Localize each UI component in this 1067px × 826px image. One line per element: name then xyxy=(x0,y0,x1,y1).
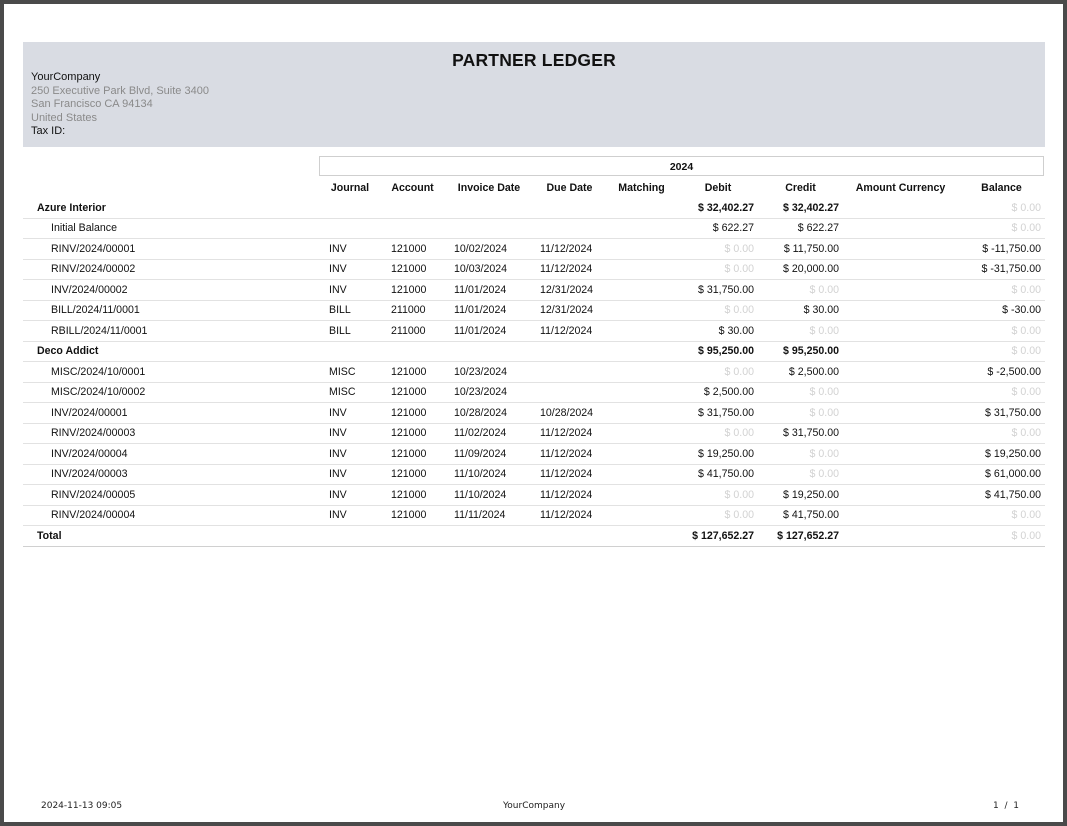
ledger-body xyxy=(23,198,1045,546)
cell-account: 121000 xyxy=(381,423,444,444)
cell-amount-currency xyxy=(843,362,958,383)
cell-invoice-date: 10/23/2024 xyxy=(444,362,534,383)
cell-matching xyxy=(605,526,678,547)
cell-journal xyxy=(319,198,381,218)
ledger-table xyxy=(23,178,1045,547)
cell-credit: $ 0.00 xyxy=(758,321,843,342)
cell-due-date: 11/12/2024 xyxy=(534,321,605,342)
cell-credit: $ 0.00 xyxy=(758,382,843,403)
cell-credit: $ 2,500.00 xyxy=(758,362,843,383)
cell-amount-currency xyxy=(843,239,958,260)
ledger-line-row xyxy=(23,382,1045,403)
cell-credit: $ 95,250.00 xyxy=(758,341,843,362)
cell-due-date xyxy=(534,526,605,547)
cell-journal: INV xyxy=(319,444,381,465)
company-address-line1: 250 Executive Park Blvd, Suite 3400 xyxy=(31,84,209,97)
ledger-line-row xyxy=(23,239,1045,260)
cell-balance: $ 19,250.00 xyxy=(958,444,1045,465)
header-due-date: Due Date xyxy=(546,182,593,194)
ledger-line-row xyxy=(23,403,1045,424)
company-tax-id: Tax ID: xyxy=(31,125,66,138)
cell-invoice-date xyxy=(444,341,534,362)
cell-journal: INV xyxy=(319,464,381,485)
cell-journal xyxy=(319,341,381,362)
cell-journal: INV xyxy=(319,239,381,260)
cell-due-date xyxy=(534,341,605,362)
cell-debit: $ 0.00 xyxy=(678,505,758,526)
cell-invoice-date: 11/10/2024 xyxy=(444,485,534,506)
cell-invoice-date: 10/02/2024 xyxy=(444,239,534,260)
cell-account: 121000 xyxy=(381,382,444,403)
cell-journal: BILL xyxy=(319,300,381,321)
cell-journal: INV xyxy=(319,403,381,424)
cell-journal: INV xyxy=(319,259,381,280)
cell-amount-currency xyxy=(843,321,958,342)
cell-journal: MISC xyxy=(319,382,381,403)
header-credit: Credit xyxy=(785,182,816,194)
cell-balance: $ -2,500.00 xyxy=(958,362,1045,383)
cell-account: 121000 xyxy=(381,259,444,280)
cell-balance: $ -30.00 xyxy=(958,300,1045,321)
ledger-line-row xyxy=(23,485,1045,506)
cell-account: 121000 xyxy=(381,280,444,301)
cell-matching xyxy=(605,403,678,424)
cell-account xyxy=(381,218,444,239)
header-amount-currency: Amount Currency xyxy=(855,182,946,194)
cell-balance: $ 0.00 xyxy=(958,341,1045,362)
cell-matching xyxy=(605,444,678,465)
cell-credit: $ 0.00 xyxy=(758,444,843,465)
cell-credit: $ 0.00 xyxy=(758,280,843,301)
cell-name: RINV/2024/00002 xyxy=(23,259,319,280)
cell-name: INV/2024/00002 xyxy=(23,280,319,301)
cell-due-date xyxy=(534,382,605,403)
cell-account: 121000 xyxy=(381,464,444,485)
cell-amount-currency xyxy=(843,382,958,403)
cell-invoice-date xyxy=(444,218,534,239)
cell-balance: $ 0.00 xyxy=(958,218,1045,239)
cell-amount-currency xyxy=(843,198,958,218)
cell-balance: $ 61,000.00 xyxy=(958,464,1045,485)
cell-invoice-date: 11/01/2024 xyxy=(444,300,534,321)
cell-debit: $ 622.27 xyxy=(678,218,758,239)
company-name: YourCompany xyxy=(31,71,101,83)
partner-row xyxy=(23,341,1045,362)
cell-account: 121000 xyxy=(381,362,444,383)
footer-page-separator: / xyxy=(1004,801,1008,811)
cell-amount-currency xyxy=(843,403,958,424)
header-matching: Matching xyxy=(618,182,665,194)
header-journal: Journal xyxy=(330,182,370,194)
cell-journal: INV xyxy=(319,280,381,301)
cell-matching xyxy=(605,259,678,280)
cell-due-date: 11/12/2024 xyxy=(534,444,605,465)
cell-balance: $ 0.00 xyxy=(958,423,1045,444)
header-invoice-date: Invoice Date xyxy=(457,182,521,194)
cell-name: INV/2024/00001 xyxy=(23,403,319,424)
header-debit: Debit xyxy=(704,182,732,194)
cell-debit: $ 127,652.27 xyxy=(678,526,758,547)
cell-name: BILL/2024/11/0001 xyxy=(23,300,319,321)
header-partner xyxy=(23,178,319,198)
cell-due-date: 12/31/2024 xyxy=(534,280,605,301)
cell-amount-currency xyxy=(843,505,958,526)
cell-name: MISC/2024/10/0001 xyxy=(23,362,319,383)
cell-account: 121000 xyxy=(381,239,444,260)
cell-amount-currency xyxy=(843,218,958,239)
cell-debit: $ 32,402.27 xyxy=(678,198,758,218)
cell-account: 211000 xyxy=(381,300,444,321)
cell-matching xyxy=(605,485,678,506)
cell-name: RBILL/2024/11/0001 xyxy=(23,321,319,342)
cell-due-date: 12/31/2024 xyxy=(534,300,605,321)
cell-balance: $ -11,750.00 xyxy=(958,239,1045,260)
report-page xyxy=(4,4,1063,822)
cell-balance: $ 41,750.00 xyxy=(958,485,1045,506)
cell-matching xyxy=(605,198,678,218)
cell-journal xyxy=(319,218,381,239)
cell-credit: $ 0.00 xyxy=(758,464,843,485)
cell-journal: INV xyxy=(319,505,381,526)
partner-row xyxy=(23,198,1045,218)
cell-journal xyxy=(319,526,381,547)
footer-page-current: 1 xyxy=(993,801,999,811)
footer-page-number xyxy=(993,801,1019,811)
cell-debit: $ 0.00 xyxy=(678,259,758,280)
cell-credit: $ 19,250.00 xyxy=(758,485,843,506)
cell-invoice-date xyxy=(444,526,534,547)
cell-amount-currency xyxy=(843,526,958,547)
cell-matching xyxy=(605,300,678,321)
cell-name: MISC/2024/10/0002 xyxy=(23,382,319,403)
ledger-line-row xyxy=(23,444,1045,465)
year-header: 2024 xyxy=(319,156,1044,176)
cell-balance: $ 0.00 xyxy=(958,280,1045,301)
cell-invoice-date: 11/02/2024 xyxy=(444,423,534,444)
cell-matching xyxy=(605,464,678,485)
cell-debit: $ 0.00 xyxy=(678,362,758,383)
cell-account: 121000 xyxy=(381,505,444,526)
cell-invoice-date: 10/28/2024 xyxy=(444,403,534,424)
cell-invoice-date: 11/01/2024 xyxy=(444,321,534,342)
cell-name: Total xyxy=(23,526,319,547)
cell-debit: $ 0.00 xyxy=(678,485,758,506)
cell-matching xyxy=(605,341,678,362)
cell-credit: $ 31,750.00 xyxy=(758,423,843,444)
cell-balance: $ -31,750.00 xyxy=(958,259,1045,280)
ledger-line-row xyxy=(23,300,1045,321)
report-title: PARTNER LEDGER xyxy=(452,50,616,70)
cell-debit: $ 41,750.00 xyxy=(678,464,758,485)
cell-amount-currency xyxy=(843,300,958,321)
cell-debit: $ 95,250.00 xyxy=(678,341,758,362)
cell-name: RINV/2024/00004 xyxy=(23,505,319,526)
header-balance: Balance xyxy=(981,182,1022,194)
cell-journal: BILL xyxy=(319,321,381,342)
ledger-line-row xyxy=(23,423,1045,444)
cell-matching xyxy=(605,280,678,301)
cell-amount-currency xyxy=(843,341,958,362)
total-row xyxy=(23,526,1045,547)
cell-matching xyxy=(605,218,678,239)
cell-name: Initial Balance xyxy=(23,218,319,239)
cell-matching xyxy=(605,321,678,342)
cell-due-date: 11/12/2024 xyxy=(534,464,605,485)
ledger-line-row xyxy=(23,280,1045,301)
cell-invoice-date: 11/10/2024 xyxy=(444,464,534,485)
header-account: Account xyxy=(391,182,434,194)
cell-name: Azure Interior xyxy=(23,198,319,218)
cell-matching xyxy=(605,239,678,260)
ledger-line-row xyxy=(23,259,1045,280)
cell-amount-currency xyxy=(843,280,958,301)
cell-credit: $ 11,750.00 xyxy=(758,239,843,260)
cell-journal: MISC xyxy=(319,362,381,383)
cell-name: RINV/2024/00003 xyxy=(23,423,319,444)
company-block xyxy=(31,71,209,139)
ledger-line-row xyxy=(23,505,1045,526)
cell-amount-currency xyxy=(843,464,958,485)
cell-due-date: 11/12/2024 xyxy=(534,239,605,260)
footer-company: YourCompany xyxy=(503,801,566,811)
cell-account: 211000 xyxy=(381,321,444,342)
cell-amount-currency xyxy=(843,444,958,465)
cell-name: INV/2024/00003 xyxy=(23,464,319,485)
cell-debit: $ 0.00 xyxy=(678,423,758,444)
cell-credit: $ 127,652.27 xyxy=(758,526,843,547)
cell-account: 121000 xyxy=(381,485,444,506)
cell-amount-currency xyxy=(843,259,958,280)
cell-due-date: 10/28/2024 xyxy=(534,403,605,424)
cell-account: 121000 xyxy=(381,403,444,424)
cell-matching xyxy=(605,362,678,383)
cell-journal: INV xyxy=(319,485,381,506)
report-header xyxy=(23,42,1045,147)
cell-debit: $ 0.00 xyxy=(678,300,758,321)
cell-balance: $ 0.00 xyxy=(958,526,1045,547)
cell-credit: $ 622.27 xyxy=(758,218,843,239)
cell-name: INV/2024/00004 xyxy=(23,444,319,465)
cell-credit: $ 0.00 xyxy=(758,403,843,424)
ledger-line-row xyxy=(23,218,1045,239)
cell-amount-currency xyxy=(843,423,958,444)
cell-balance: $ 0.00 xyxy=(958,198,1045,218)
cell-invoice-date xyxy=(444,198,534,218)
cell-name: Deco Addict xyxy=(23,341,319,362)
cell-matching xyxy=(605,382,678,403)
cell-matching xyxy=(605,423,678,444)
cell-debit: $ 31,750.00 xyxy=(678,280,758,301)
cell-invoice-date: 11/01/2024 xyxy=(444,280,534,301)
cell-balance: $ 31,750.00 xyxy=(958,403,1045,424)
cell-due-date: 11/12/2024 xyxy=(534,485,605,506)
cell-name: RINV/2024/00001 xyxy=(23,239,319,260)
cell-invoice-date: 10/23/2024 xyxy=(444,382,534,403)
ledger-line-row xyxy=(23,464,1045,485)
cell-account xyxy=(381,198,444,218)
cell-account xyxy=(381,341,444,362)
cell-balance: $ 0.00 xyxy=(958,321,1045,342)
cell-debit: $ 19,250.00 xyxy=(678,444,758,465)
footer-timestamp: 2024-11-13 09:05 xyxy=(41,801,123,811)
cell-balance: $ 0.00 xyxy=(958,382,1045,403)
cell-amount-currency xyxy=(843,485,958,506)
company-address-line2: San Francisco CA 94134 xyxy=(31,98,153,111)
cell-credit: $ 41,750.00 xyxy=(758,505,843,526)
cell-name: RINV/2024/00005 xyxy=(23,485,319,506)
cell-invoice-date: 10/03/2024 xyxy=(444,259,534,280)
cell-credit: $ 32,402.27 xyxy=(758,198,843,218)
cell-debit: $ 30.00 xyxy=(678,321,758,342)
ledger-line-row xyxy=(23,362,1045,383)
cell-due-date xyxy=(534,218,605,239)
cell-account: 121000 xyxy=(381,444,444,465)
cell-debit: $ 31,750.00 xyxy=(678,403,758,424)
cell-due-date xyxy=(534,362,605,383)
cell-due-date: 11/12/2024 xyxy=(534,505,605,526)
ledger-line-row xyxy=(23,321,1045,342)
footer-page-total: 1 xyxy=(1013,801,1019,811)
cell-due-date xyxy=(534,198,605,218)
cell-matching xyxy=(605,505,678,526)
ledger-header-row xyxy=(23,178,1045,198)
cell-due-date: 11/12/2024 xyxy=(534,259,605,280)
cell-invoice-date: 11/09/2024 xyxy=(444,444,534,465)
cell-balance: $ 0.00 xyxy=(958,505,1045,526)
cell-credit: $ 20,000.00 xyxy=(758,259,843,280)
cell-debit: $ 2,500.00 xyxy=(678,382,758,403)
cell-account xyxy=(381,526,444,547)
cell-invoice-date: 11/11/2024 xyxy=(444,505,534,526)
company-address-line3: United States xyxy=(31,111,98,124)
cell-credit: $ 30.00 xyxy=(758,300,843,321)
cell-due-date: 11/12/2024 xyxy=(534,423,605,444)
cell-journal: INV xyxy=(319,423,381,444)
cell-debit: $ 0.00 xyxy=(678,239,758,260)
